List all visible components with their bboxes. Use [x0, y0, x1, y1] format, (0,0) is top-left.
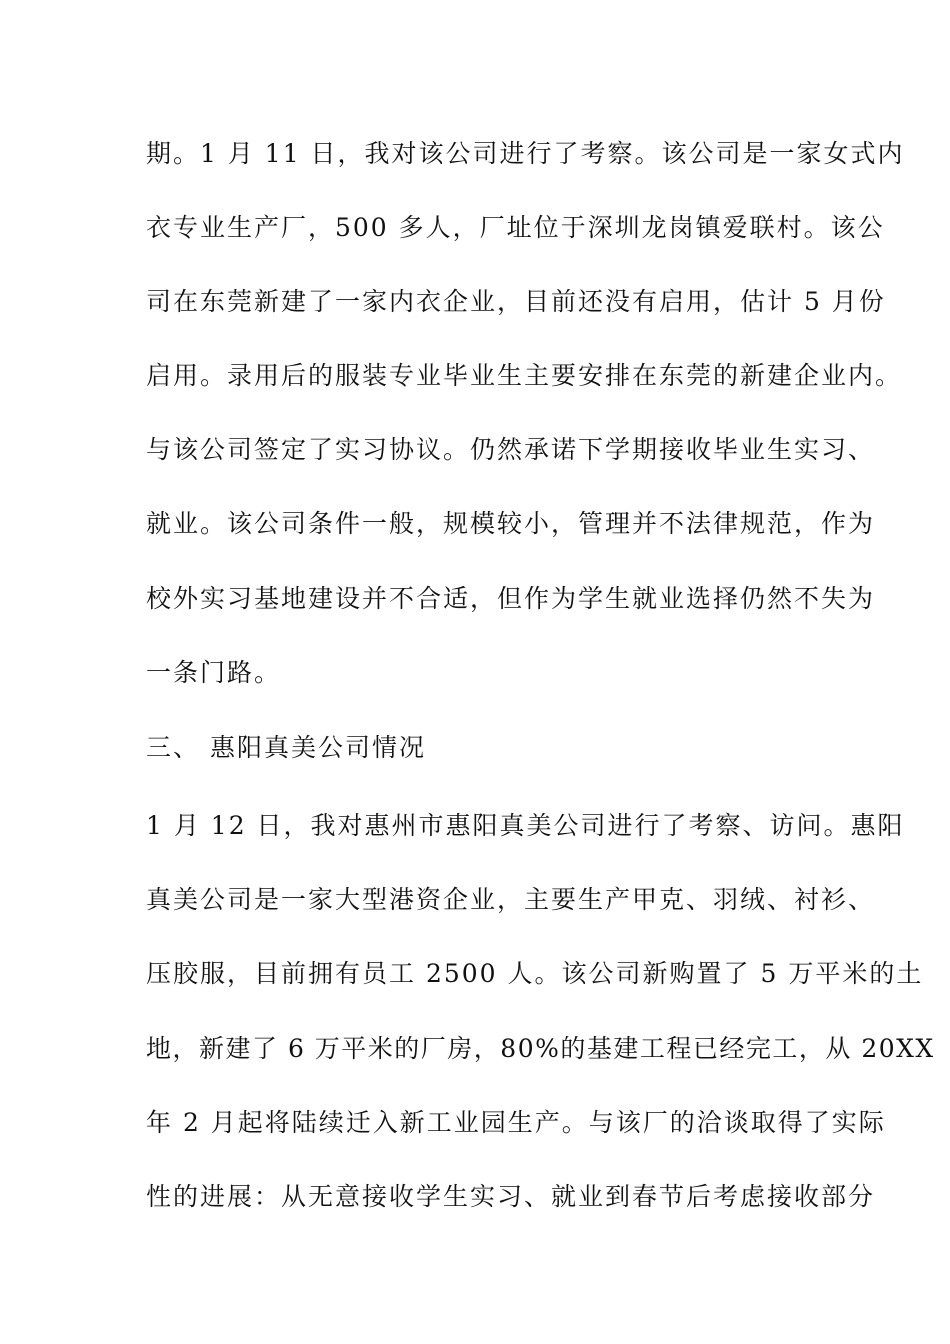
paragraph-line: 期。1 月 11 日，我对该公司进行了考察。该公司是一家女式内 — [146, 139, 905, 168]
paragraph-line: 司在东莞新建了一家内衣企业，目前还没有启用，估计 5 月份 — [146, 287, 886, 316]
paragraph-line: 与该公司签定了实习协议。仍然承诺下学期接收毕业生实习、 — [146, 435, 876, 464]
section-heading: 三、 惠阳真美公司情况 — [146, 733, 426, 762]
paragraph-line: 性的进展：从无意接收学生实习、就业到春节后考虑接收部分 — [146, 1182, 876, 1211]
paragraph-line: 衣专业生产厂，500 多人，厂址位于深圳龙岗镇爱联村。该公 — [146, 213, 885, 242]
paragraph-line: 一条门路。 — [146, 658, 282, 687]
paragraph-line: 1 月 12 日，我对惠州市惠阳真美公司进行了考察、访问。惠阳 — [146, 811, 905, 840]
paragraph-line: 真美公司是一家大型港资企业，主要生产甲克、羽绒、衬衫、 — [146, 885, 876, 914]
paragraph-line: 校外实习基地建设并不合适，但作为学生就业选择仍然不失为 — [146, 584, 876, 613]
paragraph-line: 就业。该公司条件一般，规模较小，管理并不法律规范，作为 — [146, 509, 876, 538]
paragraph-line: 年 2 月起将陆续迁入新工业园生产。与该厂的洽谈取得了实际 — [146, 1108, 886, 1137]
paragraph-line: 压胶服，目前拥有员工 2500 人。该公司新购置了 5 万平米的土 — [146, 959, 924, 988]
paragraph-line: 启用。录用后的服装专业毕业生主要安排在东莞的新建企业内。 — [146, 361, 903, 390]
paragraph-line: 地，新建了 6 万平米的厂房，80%的基建工程已经完工，从 20XX — [146, 1034, 935, 1063]
